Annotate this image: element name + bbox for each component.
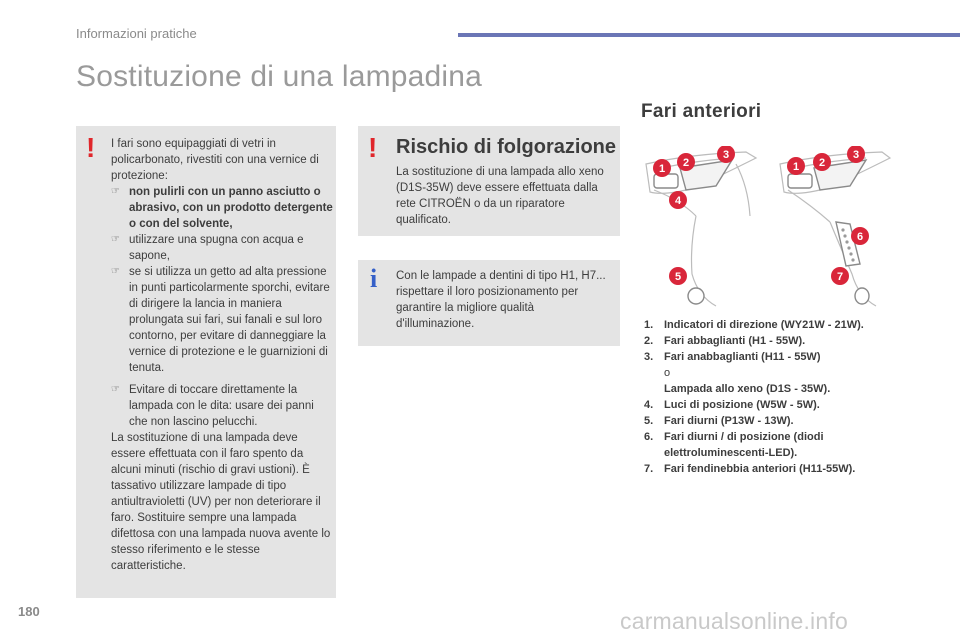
bullet-icon: ☞ bbox=[111, 266, 120, 277]
risk-title: Rischio di folgorazione bbox=[396, 136, 617, 158]
exclamation-icon: ! bbox=[86, 132, 96, 163]
warning-bullet bbox=[111, 264, 333, 376]
callout-1-right: 1 bbox=[792, 161, 800, 173]
bullet-icon: ☞ bbox=[111, 234, 120, 245]
warning-bullet-text: se si utilizza un getto ad alta pressione in punti particolarmente sporchi, evitare di dirigere la lancia in maniera prolungata sui fari, sui fanali e sul loro contorno, per evitare di danneggiare la vernice di protezione e le guarnizioni di tenuta. bbox=[129, 266, 330, 374]
risk-text: La sostituzione di una lampada allo xeno (D1S-35W) deve essere effettuata dalla rete CITROËN o da un riparatore qualificato. bbox=[396, 166, 604, 226]
warning-bullet-text: Evitare di toccare direttamente la lampada con le dita: usare dei panni che non lascino pelucchi. bbox=[129, 384, 314, 428]
section-label: Informazioni pratiche bbox=[76, 26, 197, 41]
callout-7: 7 bbox=[836, 271, 844, 283]
callout-6: 6 bbox=[856, 231, 864, 243]
legend-item: 1. Indicatori di direzione (WY21W - 21W). bbox=[644, 319, 864, 331]
info-text: Con le lampade a dentini di tipo H1, H7... rispettare il loro posizionamento per garantire la migliore qualità d'illuminazione. bbox=[396, 270, 606, 330]
callout-5: 5 bbox=[674, 271, 682, 283]
fari-title: Fari anteriori bbox=[641, 101, 762, 122]
legend-item: 2. Fari abbaglianti (H1 - 55W). bbox=[644, 335, 806, 347]
fog-right-shape bbox=[855, 288, 869, 304]
callout-2-right: 2 bbox=[818, 157, 826, 169]
legend-item: 4. Luci di posizione (W5W - 5W). bbox=[644, 399, 820, 411]
warning-bullet bbox=[111, 232, 333, 264]
legend-or: o bbox=[664, 367, 671, 379]
exclamation-icon: ! bbox=[368, 132, 378, 163]
page-number: 180 bbox=[18, 604, 40, 619]
callout-3: 3 bbox=[722, 149, 730, 161]
warning-bullet bbox=[111, 382, 333, 430]
callout-2: 2 bbox=[682, 157, 690, 169]
indicator-right-shape bbox=[788, 174, 812, 188]
headlight-illustration bbox=[640, 146, 892, 314]
callout-3-right: 3 bbox=[852, 149, 860, 161]
warning-bullet-text: non pulirli con un panno asciutto o abrasivo, con un prodotto detergente o con del solvente, bbox=[129, 186, 333, 230]
warning-intro: I fari sono equipaggiati di vetri in policarbonato, rivestiti con una vernice di protezione: bbox=[111, 138, 319, 182]
warning-bullet-text: utilizzare una spugna con acqua e sapone, bbox=[129, 234, 304, 262]
legend-item: 7. Fari fendinebbia anteriori (H11-55W). bbox=[644, 463, 856, 475]
bulb-legend bbox=[644, 317, 894, 477]
warning-paragraph: La sostituzione di una lampada deve essere effettuata con il faro spento da alcuni minuti (rischio di gravi ustioni). È tassativo utilizzare lampade di tipo antiultravioletti (UV) per non deteriorare il faro. Sostituire sempre una lampada difettosa con una lampada nuova avente lo stesso riferimento e le stesse caratteristiche. bbox=[111, 432, 331, 572]
bullet-icon: ☞ bbox=[111, 384, 120, 395]
legend-item: 6. Fari diurni / di posizione (diodi elettroluminescenti-LED). bbox=[644, 431, 824, 459]
header-rule bbox=[458, 33, 960, 37]
warning-content bbox=[111, 136, 333, 574]
page-title: Sostituzione di una lampadina bbox=[76, 60, 483, 93]
info-icon: i bbox=[370, 264, 378, 293]
callout-1: 1 bbox=[658, 163, 666, 175]
legend-item: 5. Fari diurni (P13W - 13W). bbox=[644, 415, 794, 427]
legend-item: 3. Fari anabbaglianti (H11 - 55W) o Lampada allo xeno (D1S - 35W). bbox=[644, 351, 831, 395]
fog-left-shape bbox=[688, 288, 704, 304]
indicator-left-shape bbox=[654, 174, 678, 188]
bullet-icon: ☞ bbox=[111, 186, 120, 197]
callout-4: 4 bbox=[674, 195, 682, 207]
warning-bullet bbox=[111, 184, 333, 232]
watermark: carmanualsonline.info bbox=[620, 608, 848, 634]
